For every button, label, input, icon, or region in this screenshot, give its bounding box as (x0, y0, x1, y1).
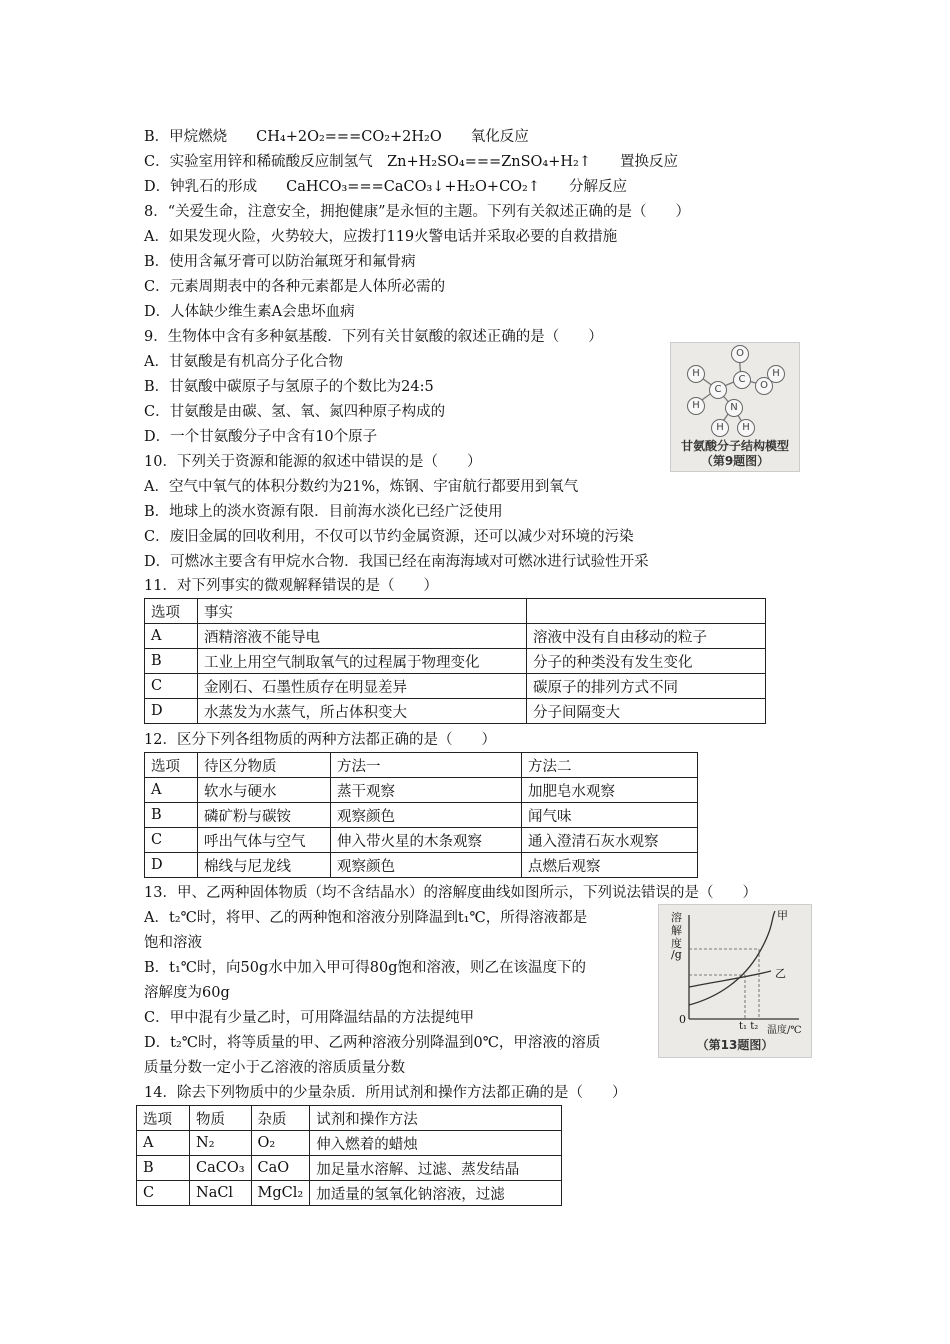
table-row (145, 803, 698, 828)
table-row (137, 1131, 562, 1156)
table-cell: 金刚石、石墨性质存在明显差异 (198, 674, 527, 699)
table-row (145, 599, 766, 624)
table-cell: 观察颜色 (331, 853, 522, 878)
option-13b-line1: B．t₁℃时，向50g水中加入甲可得80g饱和溶液，则乙在该温度下的 (144, 960, 586, 976)
curve-jia (689, 911, 775, 1005)
table-cell: A (145, 624, 198, 649)
table-cell: 软水与硬水 (198, 778, 331, 803)
table-row (145, 853, 698, 878)
option-10b: B．地球上的淡水资源有限．目前海水淡化已经广泛使用 (144, 504, 503, 520)
table-cell: B (137, 1156, 190, 1181)
table-cell: A (137, 1131, 190, 1156)
table-row (145, 674, 766, 699)
table-cell: CaO (251, 1156, 310, 1181)
option-10c: C．废旧金属的回收利用，不仅可以节约金属资源，还可以减少对环境的污染 (144, 529, 634, 545)
solubility-curve-figure (658, 904, 812, 1058)
table-cell: 加肥皂水观察 (522, 778, 698, 803)
option-10d: D．可燃冰主要含有甲烷水合物．我国已经在南海海域对可燃冰进行试验性开采 (144, 554, 649, 570)
question-12: 12．区分下列各组物质的两种方法都正确的是（ ） (144, 732, 496, 748)
table-cell: 方法一 (331, 753, 522, 778)
table-cell: 酒精溶液不能导电 (198, 624, 527, 649)
table-cell: 点燃后观察 (522, 853, 698, 878)
table-cell: 待区分物质 (198, 753, 331, 778)
atom-h-3: H (711, 419, 729, 437)
table-cell: 溶液中没有自由移动的粒子 (527, 624, 766, 649)
table-cell: NaCl (190, 1181, 252, 1206)
option-8c: C．元素周期表中的各种元素都是人体所必需的 (144, 279, 446, 295)
table-row (137, 1156, 562, 1181)
y-axis-label-3: 度 (671, 937, 682, 950)
atom-o-top: O (731, 345, 749, 363)
option-13a-line2: 饱和溶液 (144, 935, 202, 951)
option-8d: D．人体缺少维生素A会患坏血病 (144, 304, 355, 320)
table-cell: 选项 (137, 1106, 190, 1131)
table-row (145, 624, 766, 649)
table-cell: 伸入燃着的蜡烛 (310, 1131, 562, 1156)
option-7d: D．钟乳石的形成 CaHCO₃===CaCO₃↓+H₂O+CO₂↑ 分解反应 (144, 179, 628, 195)
table-cell: 通入澄清石灰水观察 (522, 828, 698, 853)
table-cell: 水蒸发为水蒸气，所占体积变大 (198, 699, 527, 724)
question-14: 14．除去下列物质中的少量杂质．所用试剂和操作方法都正确的是（ ） (144, 1085, 627, 1101)
table-cell: 闻气味 (522, 803, 698, 828)
table-cell: 加足量水溶解、过滤、蒸发结晶 (310, 1156, 562, 1181)
table-cell: 选项 (145, 599, 198, 624)
table-cell: 蒸干观察 (331, 778, 522, 803)
curve-yi-label: 乙 (775, 967, 786, 980)
table-cell: 呼出气体与空气 (198, 828, 331, 853)
atom-o-right: O (755, 377, 773, 395)
atom-h-2: H (687, 397, 705, 415)
atom-h-4: H (737, 419, 755, 437)
table-cell: 碳原子的排列方式不同 (527, 674, 766, 699)
table-cell: D (145, 699, 198, 724)
table-cell: 工业上用空气制取氧气的过程属于物理变化 (198, 649, 527, 674)
table-cell: A (145, 778, 198, 803)
table-cell: 事实 (198, 599, 527, 624)
table-cell: 分子间隔变大 (527, 699, 766, 724)
table-cell: B (145, 649, 198, 674)
question-8: 8．“关爱生命，注意安全，拥抱健康”是永恒的主题。下列有关叙述正确的是（ ） (144, 204, 691, 220)
question-11: 11．对下列事实的微观解释错误的是（ ） (144, 578, 438, 594)
option-9a: A．甘氨酸是有机高分子化合物 (144, 354, 343, 370)
table-cell: CaCO₃ (190, 1156, 252, 1181)
table-cell: 试剂和操作方法 (310, 1106, 562, 1131)
table-row (145, 649, 766, 674)
atom-n: N (725, 399, 743, 417)
option-13a-line1: A．t₂℃时，将甲、乙的两种饱和溶液分别降温到t₁℃，所得溶液都是 (144, 910, 588, 926)
figure-9-label: （第9题图） (700, 454, 770, 468)
curve-jia-label: 甲 (777, 909, 788, 922)
atom-c-alpha: C (709, 381, 727, 399)
table-q11 (144, 598, 766, 724)
atom-h-hydroxyl: H (767, 365, 785, 383)
option-9c: C．甘氨酸是由碳、氢、氧、氮四种原子构成的 (144, 404, 446, 420)
table-cell: C (137, 1181, 190, 1206)
table-cell (527, 599, 766, 624)
table-row (145, 753, 698, 778)
table-cell: 方法二 (522, 753, 698, 778)
option-13d-line1: D．t₂℃时，将等质量的甲、乙两种溶液分别降温到0℃，甲溶液的溶质 (144, 1035, 601, 1051)
figure-9-caption: 甘氨酸分子结构模型 (680, 439, 789, 453)
y-axis-label-1: 溶 (671, 911, 682, 924)
x-axis-label: 温度/℃ (767, 1025, 802, 1036)
table-cell: C (145, 828, 198, 853)
glycine-model-figure (670, 342, 800, 472)
option-9d: D．一个甘氨酸分子中含有10个原子 (144, 429, 378, 445)
table-cell: 加适量的氢氧化钠溶液，过滤 (310, 1181, 562, 1206)
atom-c-carboxyl: C (733, 371, 751, 389)
question-13: 13．甲、乙两种固体物质（均不含结晶水）的溶解度曲线如图所示，下列说法错误的是（ ） (144, 885, 757, 901)
table-q14 (136, 1105, 562, 1206)
origin-label: 0 (679, 1013, 686, 1026)
table-cell: D (145, 853, 198, 878)
table-cell: 杂质 (251, 1106, 310, 1131)
y-axis-label-4: /g (671, 948, 682, 961)
option-10a: A．空气中氧气的体积分数约为21%，炼钢、宇宙航行都要用到氧气 (144, 479, 579, 495)
option-9b: B．甘氨酸中碳原子与氢原子的个数比为24:5 (144, 379, 434, 395)
table-row (145, 778, 698, 803)
table-cell: 物质 (190, 1106, 252, 1131)
table-cell: 分子的种类没有发生变化 (527, 649, 766, 674)
atom-h-1: H (687, 365, 705, 383)
table-cell: 棉线与尼龙线 (198, 853, 331, 878)
table-cell: N₂ (190, 1131, 252, 1156)
option-13b-line2: 溶解度为60g (144, 985, 230, 1001)
option-7c: C．实验室用锌和稀硫酸反应制氢气 Zn+H₂SO₄===ZnSO₄+H₂↑ 置换反应 (144, 154, 678, 170)
option-13c: C．甲中混有少量乙时，可用降温结晶的方法提纯甲 (144, 1010, 475, 1026)
table-cell: MgCl₂ (251, 1181, 310, 1206)
table-row (137, 1181, 562, 1206)
table-q12 (144, 752, 698, 878)
question-9: 9．生物体中含有多种氨基酸．下列有关甘氨酸的叙述正确的是（ ） (144, 329, 603, 345)
table-row (145, 699, 766, 724)
table-cell: 观察颜色 (331, 803, 522, 828)
option-8b: B．使用含氟牙膏可以防治氟斑牙和氟骨病 (144, 254, 416, 270)
table-row (145, 828, 698, 853)
table-cell: B (145, 803, 198, 828)
table-row (137, 1106, 562, 1131)
option-13d-line2: 质量分数一定小于乙溶液的溶质质量分数 (144, 1060, 405, 1076)
table-cell: 伸入带火星的木条观察 (331, 828, 522, 853)
question-10: 10．下列关于资源和能源的叙述中错误的是（ ） (144, 454, 482, 470)
table-cell: O₂ (251, 1131, 310, 1156)
option-7b: B．甲烷燃烧 CH₄+2O₂===CO₂+2H₂O 氧化反应 (144, 129, 529, 145)
y-axis-label-2: 解 (671, 924, 682, 937)
table-cell: 选项 (145, 753, 198, 778)
x-tick-labels: t₁ t₂ (739, 1021, 759, 1032)
option-8a: A．如果发现火险，火势较大，应拨打119火警电话并采取必要的自救措施 (144, 229, 618, 245)
table-cell: 磷矿粉与碳铵 (198, 803, 331, 828)
table-cell: C (145, 674, 198, 699)
figure-13-caption: （第13题图） (696, 1038, 774, 1052)
